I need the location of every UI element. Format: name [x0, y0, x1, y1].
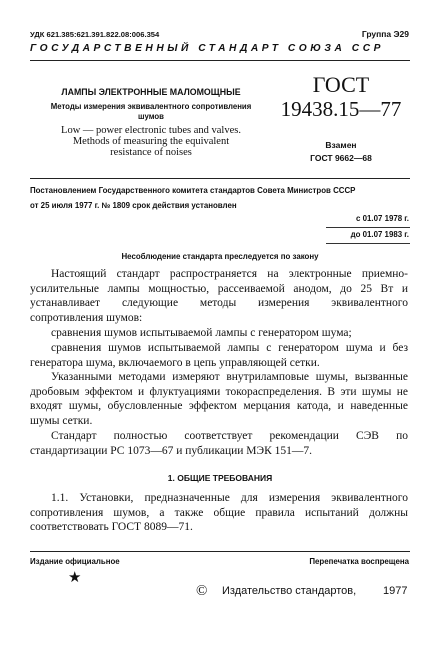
- legal-warning: Несоблюдение стандарта преследуется по закону: [121, 252, 319, 261]
- body-paragraph-5: [30, 429, 408, 458]
- footer-rule: [30, 551, 410, 552]
- gost-label: ГОСТ: [312, 72, 370, 97]
- title-en-line1: Low — power electronic tubes and valves.: [61, 125, 241, 136]
- copyright-icon: ©: [196, 583, 208, 599]
- replaces-value: ГОСТ 9662—68: [310, 153, 372, 163]
- paragraph-method-1: сравнения шумов испытываемой лампы с генератором шума;: [51, 327, 352, 339]
- paragraph-method-2: сравнения шумов испытываемой лампы с генератором шума и без генератора шума, включаемого в цепь управляющей сетки.: [30, 342, 408, 369]
- section-heading: 1. ОБЩИЕ ТРЕБОВАНИЯ: [167, 473, 273, 483]
- header-rule: [30, 60, 410, 61]
- replaces-label: Взамен: [325, 140, 357, 150]
- publisher-name: Издательство стандартов,: [222, 585, 357, 597]
- decree-line1: Постановлением Государственного комитета стандартов Совета Министров СССР: [30, 186, 356, 195]
- subtitle-ru-line1: Методы измерения эквивалентного сопротивления: [50, 102, 252, 111]
- reprint-prohibited: Перепечатка воспрещена: [309, 557, 409, 566]
- body-paragraph-2: [30, 326, 408, 341]
- publication-year: 1977: [383, 585, 408, 597]
- gost-number: 19438.15—77: [280, 97, 402, 121]
- paragraph-compliance: Стандарт полностью соответствует рекомендации СЭВ по стандартизации РС 1073—67 и публикации МЭК 151—7.: [30, 430, 408, 457]
- title-en-line2: Methods of measuring the equivalent: [72, 136, 230, 147]
- effective-to: до 01.07 1983 г.: [350, 230, 409, 239]
- paragraph-noise-types: Указанными методами измеряют внутриламповые шумы, вызванные дробовым эффектом и флуктуациями токораспределения. В эти шумы не входят шумы, обусловленные эффектом мерцания катода, и наведенные шумы сетки.: [30, 371, 408, 427]
- body-paragraph-4: [30, 370, 408, 428]
- paragraph-general-requirements: 1.1. Установки, предназначенные для измерения эквивалентного сопротивления шумов, а также общие правила испытаний должны соответствовать ГОСТ 8089—71.: [30, 492, 408, 534]
- title-rule: [30, 178, 410, 179]
- subtitle-ru-line2: шумов: [138, 112, 164, 121]
- decree-line2: от 25 июля 1977 г. № 1809 срок действия установлен: [30, 201, 237, 210]
- standard-banner: ГОСУДАРСТВЕННЫЙ СТАНДАРТ СОЮЗА ССР: [30, 43, 384, 54]
- paragraph-scope: Настоящий стандарт распространяется на электронные приемно-усилительные лампы мощностью, рассеиваемой анодом, до 25 Вт и устанавливает следующие методы измерения эквивалентного сопротивления шумов:: [30, 268, 408, 324]
- udk-code: УДК 621.385:621.391.822.08:006.354: [30, 30, 160, 39]
- effective-from-underline: [326, 227, 410, 228]
- group-code: Группа Э29: [361, 29, 409, 39]
- body-paragraph-3: [30, 341, 408, 370]
- effective-to-underline: [326, 243, 410, 244]
- body-paragraph-6: [30, 491, 408, 535]
- effective-from: с 01.07 1978 г.: [356, 214, 409, 223]
- title-ru: ЛАМПЫ ЭЛЕКТРОННЫЕ МАЛОМОЩНЫЕ: [61, 87, 241, 97]
- star-icon: ★: [68, 570, 82, 586]
- body-paragraph-1: [30, 267, 408, 325]
- official-edition: Издание официальное: [30, 557, 120, 566]
- title-en-line3: resistance of noises: [110, 147, 192, 158]
